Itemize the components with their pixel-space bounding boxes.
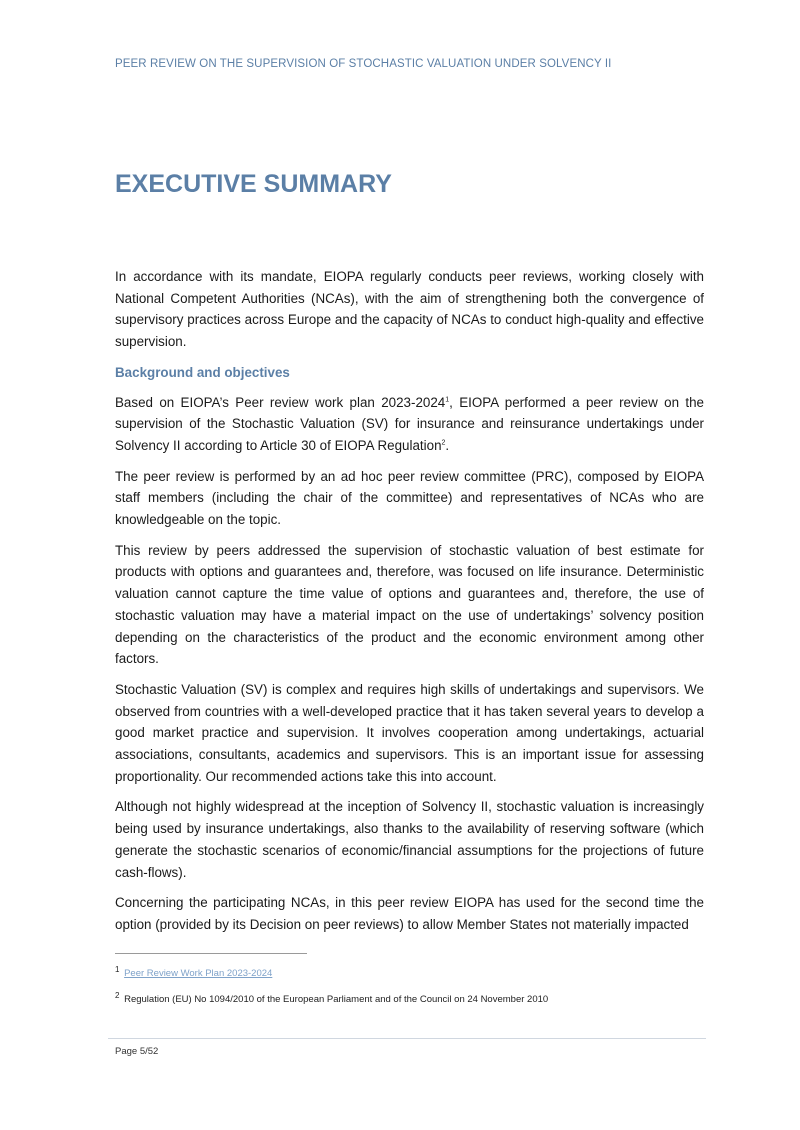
footnote-text: Regulation (EU) No 1094/2010 of the European Parliament and of the Council on 24 November 2010 <box>124 994 549 1005</box>
footnote-number: 2 <box>115 990 120 1000</box>
paragraph-text: . <box>445 437 450 453</box>
body-text <box>115 266 704 945</box>
footnote-1 <box>115 964 273 979</box>
running-header: PEER REVIEW ON THE SUPERVISION OF STOCHASTIC VALUATION UNDER SOLVENCY II <box>115 58 612 70</box>
paragraph-complexity: Stochastic Valuation (SV) is complex and requires high skills of undertakings and supervisors. We observed from countries with a well-developed practice that it has taken several years to develop a good market practice and supervision. It involves cooperation among undertakings, actuarial associations, consultants, academics and supervisors. This is an important issue for assessing proportionality. Our recommended actions take this into account. <box>115 681 704 784</box>
footnote-number: 1 <box>115 964 120 974</box>
footnote-separator <box>115 953 307 954</box>
paragraph-participants: Concerning the participating NCAs, in this peer review EIOPA has used for the second time the option (provided by its Decision on peer reviews) to allow Member States not materially impacted <box>115 895 704 932</box>
intro-paragraph: In accordance with its mandate, EIOPA regularly conducts peer reviews, working closely with National Competent Authorities (NCAs), with the aim of strengthening both the convergence of supervisory practices across Europe and the capacity of NCAs to conduct high-quality and effective supervision. <box>115 269 704 350</box>
footnote-link-work-plan[interactable]: Peer Review Work Plan 2023-2024 <box>124 968 273 979</box>
footnote-ref-2[interactable]: 2 <box>441 439 446 447</box>
paragraph-text: , EIOPA performed a peer review on the supervision of the Stochastic Valuation (SV) for insurance and reinsurance undertakings under Solvency II according to Article 30 of EIOPA Regulation <box>115 394 704 453</box>
paragraph-adoption: Although not highly widespread at the inception of Solvency II, stochastic valuation is increasingly being used by insurance undertakings, also thanks to the availability of reserving software (which generate the stochastic scenarios of economic/financial assumptions for the projections of future cash-flows). <box>115 799 704 880</box>
page-title: EXECUTIVE SUMMARY <box>115 170 392 198</box>
page-number: Page 5/52 <box>115 1046 159 1057</box>
section-heading: Background and objectives <box>115 364 290 380</box>
footer-separator <box>108 1038 706 1039</box>
paragraph-committee: The peer review is performed by an ad hoc peer review committee (PRC), composed by EIOPA staff members (including the chair of the committee) and representatives of NCAs who are knowledgeable on the topic. <box>115 468 704 528</box>
paragraph-work-plan <box>115 392 704 457</box>
footnote-2 <box>115 990 549 1005</box>
paragraph-scope: This review by peers addressed the supervision of stochastic valuation of best estimate for products with options and guarantees and, therefore, was focused on life insurance. Deterministic valuation cannot capture the time value of options and guarantees and, therefore, the use of stochastic valuation may have a material impact on the use of undertakings’ solvency position depending on the characteristics of the product and the economic environment among other factors. <box>115 542 704 667</box>
paragraph-text: Based on EIOPA’s Peer review work plan 2023-2024 <box>115 394 446 410</box>
footnote-ref-1[interactable]: 1 <box>445 396 450 404</box>
